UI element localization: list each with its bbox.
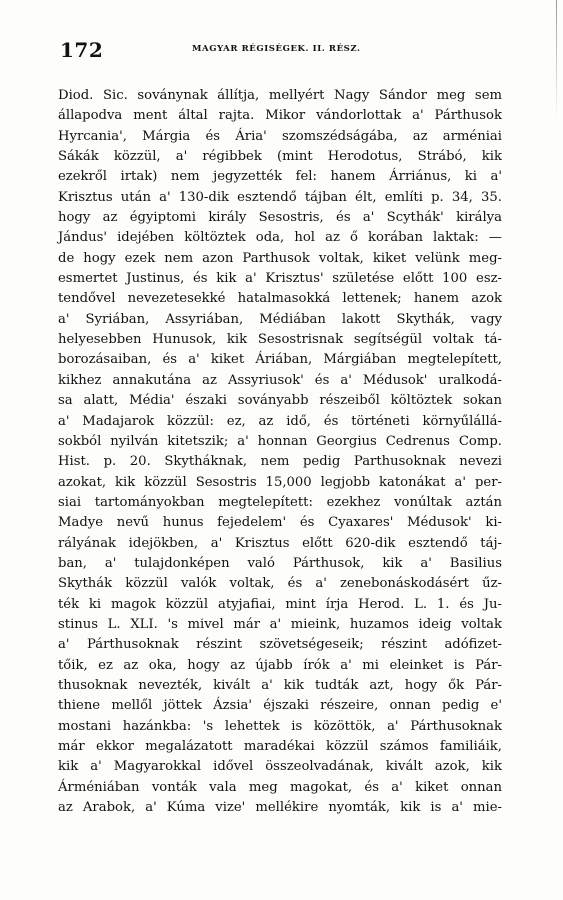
text-line: Madye nevű hunus fejedelem' és Cyaxares' Médusok' ki- bbox=[58, 515, 502, 531]
text-line: Skythák közzül valók voltak, és a' zenebonáskodásért űz- bbox=[58, 576, 502, 592]
text-line: thusoknak nevezték, kivált a' kik tudták azt, hogy ők Pár- bbox=[58, 677, 502, 693]
text-line: a' Syriában, Assyriában, Médiában lakott Skythák, vagy bbox=[58, 311, 502, 327]
text-line: borozásaiban, és a' kiket Áriában, Márgiában megtelepített, bbox=[58, 352, 502, 368]
text-line: esmertet Justinus, és kik a' Krisztus' születése előtt 100 esz- bbox=[58, 271, 502, 287]
text-line: kikhez annakutána az Assyriusok' és a' Médusok' uralkodá- bbox=[58, 372, 502, 388]
text-line: azokat, kik közzül Sesostris 15,000 legjobb katonákat a' per- bbox=[58, 474, 502, 490]
text-line: tőik, ez az oka, hogy az újabb írók a' mi eleinket is Pár- bbox=[58, 657, 502, 673]
text-line: Árméniában vonták vala meg magokat, és a' kiket onnan bbox=[58, 779, 502, 795]
text-line: rályának idejökben, a' Krisztus előtt 620-dik esztendő táj- bbox=[58, 535, 502, 551]
text-line: sokból nyilván kitetszik; a' honnan Georgius Cedrenus Comp. bbox=[58, 433, 502, 449]
text-line: a' Madajarok közzül: ez, az idő, és történeti környűlállá- bbox=[58, 413, 502, 429]
text-line: Hyrcania', Márgia és Ária' szomszédságába, az arméniai bbox=[58, 128, 502, 144]
text-line: Hist. p. 20. Skytháknak, nem pedig Parthusoknak nevezi bbox=[58, 454, 502, 470]
text-line: tendővel nevezetesekké hatalmasokká lettenek; hanem azok bbox=[58, 291, 502, 307]
text-line: hogy az égyiptomi király Sesostris, és a' Scythák' királya bbox=[58, 210, 502, 226]
page-header bbox=[60, 38, 520, 64]
text-line: stinus L. XLI. 's mivel már a' mieink, huzamos ideig voltak bbox=[58, 616, 502, 632]
page-edge-mark bbox=[556, 0, 557, 120]
text-line: Diod. Sic. soványnak állítja, mellyért Nagy Sándor meg sem bbox=[58, 88, 502, 103]
text-line: mostani hazánkba: 's lehettek is közöttök, a' Párthusoknak bbox=[58, 718, 502, 734]
text-line: thiene mellől jöttek Ázsia' éjszaki részeire, onnan pedig e' bbox=[58, 698, 502, 714]
text-line: ezekről irtak) nem jegyzették fel: hanem Árriánus, ki a' bbox=[58, 169, 502, 185]
text-line: de hogy ezek nem azon Parthusok voltak, kiket velünk meg- bbox=[58, 250, 502, 266]
text-line: Sákák közzül, a' régibbek (mint Herodotus, Strábó, kik bbox=[58, 149, 502, 165]
text-line: már ekkor megalázatott maradékai közzül számos familiáik, bbox=[58, 739, 502, 754]
page-number: 172 bbox=[60, 38, 104, 62]
text-line: kik a' Magyarokkal idővel összeolvadának, kivált azok, kik bbox=[58, 759, 502, 775]
text-line: ték ki magok közzül atyjafiai, mint írja Herod. L. 1. és Ju- bbox=[58, 596, 502, 612]
text-line: siai tartományokban megtelepített: ezekhez vonúltak aztán bbox=[58, 494, 502, 510]
text-line: ban, a' tulajdonképen való Párthusok, kik a' Basilius bbox=[58, 555, 502, 571]
body-text bbox=[58, 86, 502, 818]
text-line: a' Párthusoknak részint szövetségeseik; részint adófizet- bbox=[58, 637, 502, 653]
text-line: Krisztus után a' 130-dik esztendő tájban élt, említi p. 34, 35. bbox=[58, 189, 502, 205]
text-line: Jándus' idejében költöztek oda, hol az ő korában laktak: — bbox=[58, 230, 502, 246]
text-line: állapodva ment által rajta. Mikor vándorlottak a' Párthusok bbox=[58, 108, 502, 124]
running-head: MAGYAR RÉGISÉGEK. II. RÉSZ. bbox=[192, 44, 361, 54]
text-line: az Arabok, a' Kúma vize' mellékire nyomták, kik is a' mie- bbox=[58, 800, 502, 816]
text-line: sa alatt, Média' északi soványabb részeiből költöztek sokan bbox=[58, 393, 502, 409]
text-line: helyesebben Hunusok, kik Sesostrisnak segítségül voltak tá- bbox=[58, 332, 502, 348]
